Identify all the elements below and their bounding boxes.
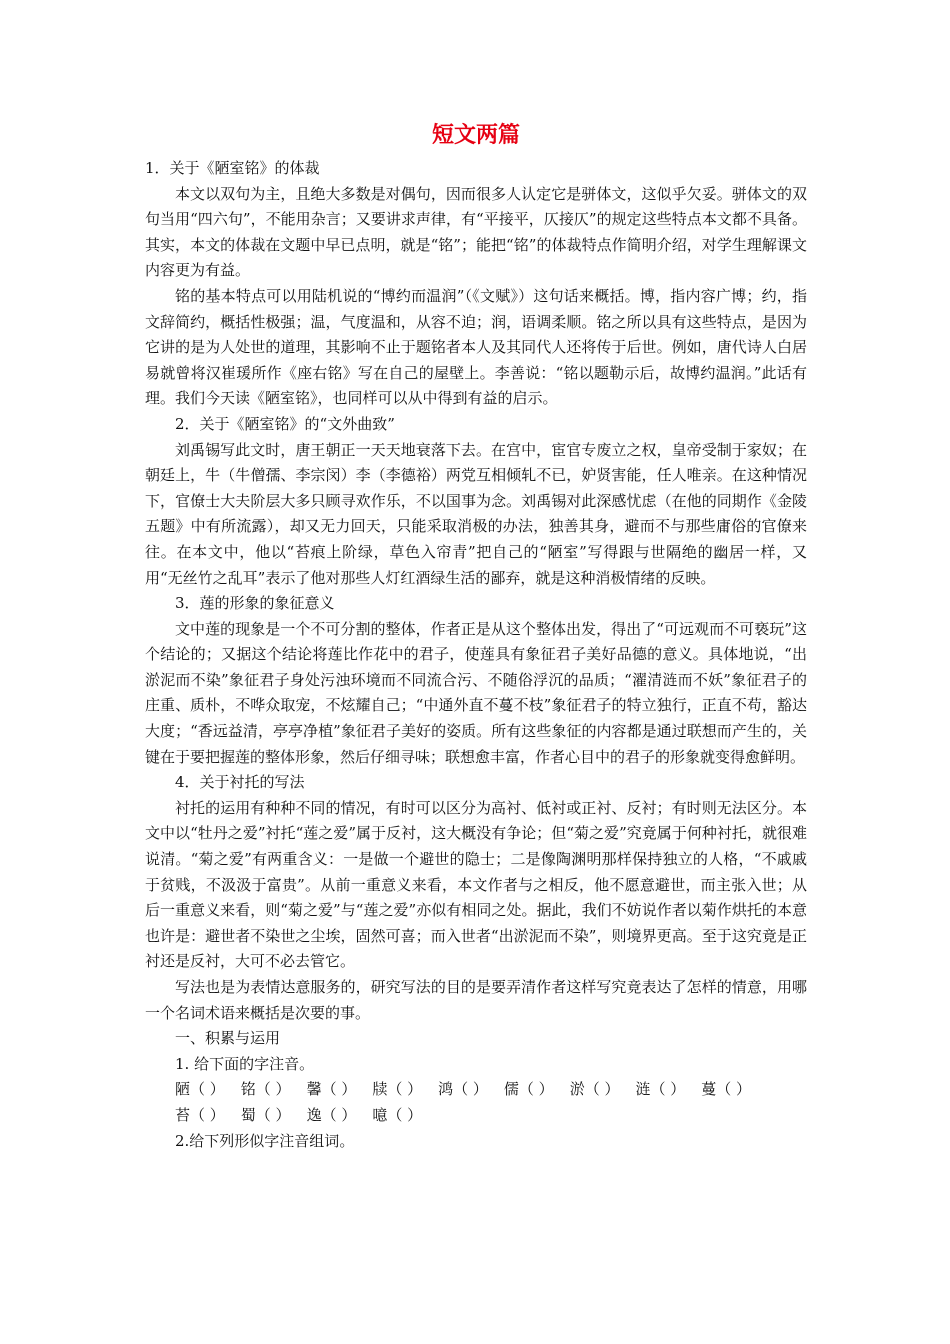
paragraph: 写法也是为表情达意服务的，研究写法的目的是要弄清作者这样写究竟表达了怎样的情意，用哪一个名词术语来概括是次要的事。 [145,978,807,1022]
exercise-heading: 一、积累与运用 [175,1029,281,1048]
paragraph: 刘禹锡写此文时，唐王朝正一天天地衰落下去。在宫中，宦官专废立之权，皇帝受制于家奴；在朝廷上，牛（牛僧孺、李宗闵）李（李德裕）两党互相倾轧不已，妒贤害能，任人唯亲。在这种情况下，官僚士大夫阶层大多只顾寻欢作乐，不以国事为念。刘禹锡对此深感忧虑（在他的同期作《金陵五题》中有所流露），却又无力回天，只能采取消极的办法，独善其身，避而不与那些庸俗的官僚来往。在本文中，他以“苔痕上阶绿，草色入帘青”把自己的“陋室”写得跟与世隔绝的幽居一样，又用“无丝竹之乱耳”表示了他对那些人灯红酒绿生活的鄙弃，就是这种消极情绪的反映。 [145,440,807,587]
paragraph: 本文以双句为主，且绝大多数是对偶句，因而很多人认定它是骈体文，这似乎欠妥。骈体文的双句当用“四六句”，不能用杂言；又要讲求声律，有“平接平，仄接仄”的规定这些特点本文都不具备。其实，本文的体裁在文题中早已点明，就是“铭”；能把“铭”的体裁特点作简明介绍，对学生理解课文内容更为有益。 [145,184,807,280]
section-heading: 2．关于《陋室铭》的“文外曲致” [175,414,395,433]
document-page [145,118,807,1154]
char-item: 苔（ ） [175,1105,225,1124]
char-item: 逸（ ） [306,1105,357,1124]
paragraph: 衬托的运用有种种不同的情况，有时可以区分为高衬、低衬或正衬、反衬；有时则无法区分。本文中以“牡丹之爱”衬托“莲之爱”属于反衬，这大概没有争论；但“菊之爱”究竟属于何种衬托，就很难说清。“菊之爱”有两重含义：一是做一个避世的隐士；二是像陶渊明那样保持独立的人格，“不戚戚于贫贱，不汲汲于富贵”。从前一重意义来看，本文作者与之相反，他不愿意避世，而主张入世；从后一重意义来看，则“菊之爱”与“莲之爱”亦似有相同之处。据此，我们不妨说作者以菊作烘托的本意也许是：避世者不染世之尘埃，固然可喜；而入世者“出淤泥而不染”，则境界更高。至于这究竟是正衬还是反衬，大可不必去管它。 [145,798,807,971]
paragraph: 铭的基本特点可以用陆机说的“博约而温润”（《文赋》）这句话来概括。博，指内容广博；约，指文辞简约，概括性极强；温，气度温和，从容不迫；润，语调柔顺。铭之所以具有这些特点，是因为它讲的是为人处世的道理，其影响不止于题铭者本人及其同代人还将传于后世。例如，唐代诗人白居易就曾将汉崔瑗所作《座右铭》写在自己的屋壁上。李善说：“铭以题勒示后，故博约温润。”此话有理。我们今天读《陋室铭》，也同样可以从中得到有益的启示。 [145,286,807,408]
pinyin-row-1 [145,1077,807,1103]
section-heading: 4．关于衬托的写法 [175,773,305,792]
char-item: 陋（ ） [175,1080,225,1099]
char-item: 牍（ ） [372,1080,423,1099]
char-item: 噫（ ） [372,1105,423,1124]
pinyin-row-2 [145,1103,807,1129]
page-title: 短文两篇 [431,123,520,148]
question-1: 1. 给下面的字注音。 [175,1054,315,1073]
question-2: 2.给下列形似字注音组词。 [175,1131,355,1150]
char-item: 铭（ ） [240,1080,291,1099]
char-item: 儒（ ） [503,1080,554,1099]
paragraph: 文中莲的现象是一个不可分割的整体，作者正是从这个整体出发，得出了“可远观而不可亵玩”这个结论的；又据这个结论将莲比作花中的君子，使莲具有象征君子美好品德的意义。具体地说，“出淤泥而不染”象征君子身处污浊环境而不同流合污、不随俗浮沉的品质；“濯清涟而不妖”象征君子的庄重、质朴，不哗众取宠，不炫耀自己；“中通外直不蔓不枝”象征君子的特立独行，正直不苟，豁达大度；“香远益清，亭亭净植”象征君子美好的姿质。所有这些象征的内容都是通过联想而产生的，关键在于要把握莲的整体形象，然后仔细寻味；联想愈丰富，作者心目中的君子的形象就变得愈鲜明。 [145,619,807,766]
char-item: 淤（ ） [569,1080,620,1099]
char-item: 蔓（ ） [701,1080,752,1099]
char-item: 涟（ ） [635,1080,686,1099]
char-item: 蜀（ ） [240,1105,291,1124]
char-item: 馨（ ） [306,1080,357,1099]
section-heading: 1．关于《陋室铭》的体裁 [145,159,320,177]
char-item: 鸿（ ） [438,1080,488,1099]
section-heading: 3．莲的形象的象征意义 [175,594,335,613]
